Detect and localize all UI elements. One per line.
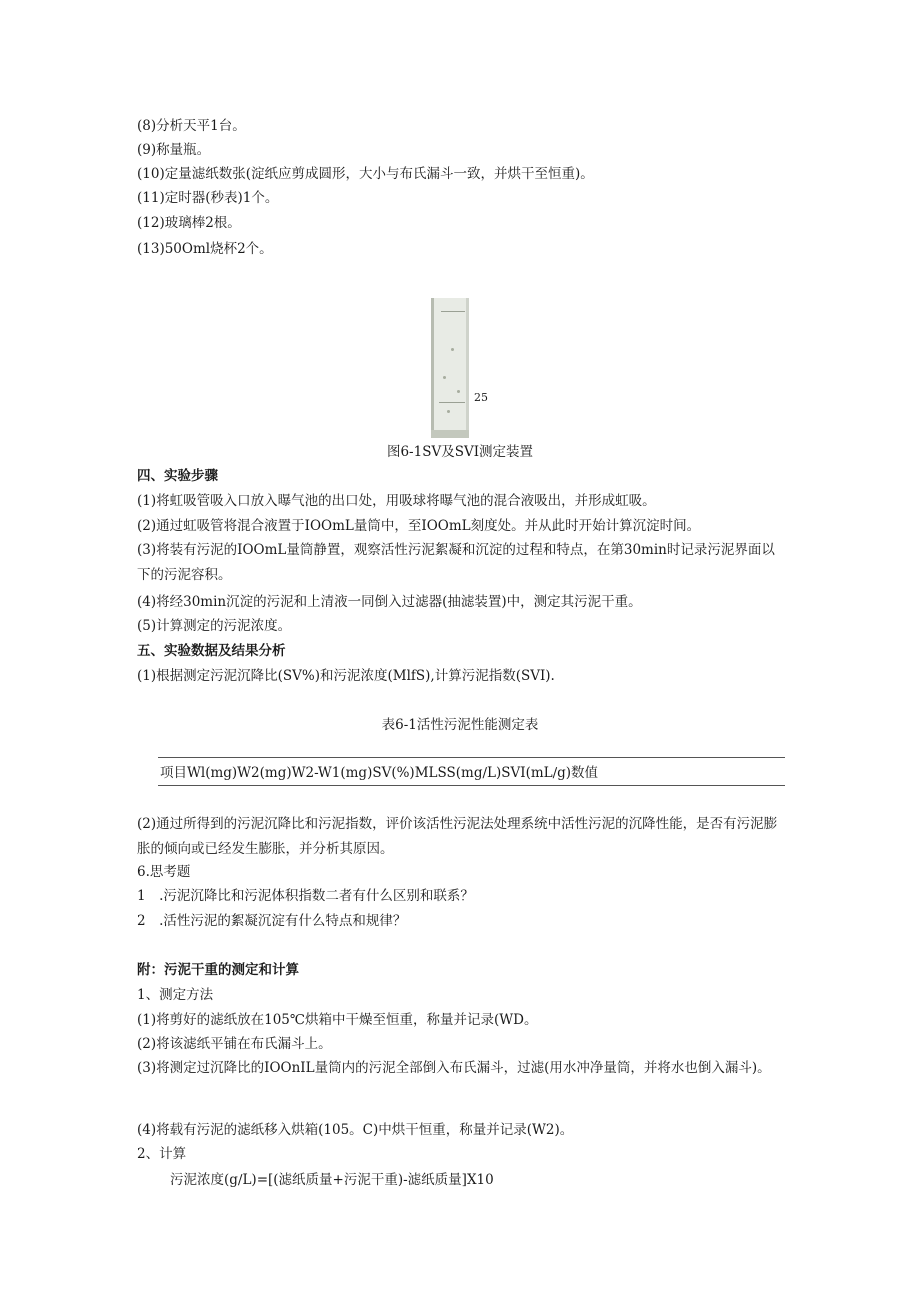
method-step-4: (4)将载有污泥的滤纸移入烘箱(105。C)中烘干恒重，称量并记录(W2)。 [137, 1122, 574, 1138]
figure-scale-label: 25 [474, 391, 488, 404]
material-item-13: (13)50Oml烧杯2个。 [137, 241, 273, 257]
material-item-11: (11)定时器(秒表)1个。 [137, 190, 279, 206]
analysis-item-2: (2)通过所得到的污泥沉降比和污泥指数，评价该活性污泥法处理系统中活性污泥的沉降性能，是否有污泥膨胀的倾向或已经发生膨胀，并分析其原因。 [137, 816, 778, 857]
concentration-formula: 污泥浓度(g∕L)=[(滤纸质量+污泥干重)-滤纸质量]X10 [170, 1172, 494, 1188]
table-header-row: 项目Wl(mg)W2(mg)W2-W1(mg)SV(%)MLSS(mg∕L)SVI(mL∕g)数值 [160, 765, 599, 781]
table-top-rule [158, 757, 785, 758]
step-2: (2)通过虹吸管将混合液置于IOOmL量筒中，至IOOmL刻度处。并从此时开始计算沉淀时间。 [137, 518, 701, 534]
calc-title: 2、计算 [137, 1146, 187, 1162]
section-title-questions: 6.思考题 [137, 864, 191, 880]
method-title: 1、测定方法 [137, 987, 214, 1003]
section-title-steps: 四、实验步骤 [137, 468, 218, 484]
method-step-3: (3)将测定过沉降比的IOOnIL量筒内的污泥全部倒入布氏漏斗，过滤(用水冲净量筒，并将水也倒入漏斗)。 [137, 1060, 771, 1076]
material-item-12: (12)玻璃棒2根。 [137, 215, 241, 231]
step-3: (3)将装有污泥的IOOmL量筒静置，观察活性污泥絮凝和沉淀的过程和特点，在第30min时记录污泥界面以下的污泥容积。 [137, 542, 775, 583]
table-caption: 表6-1活性污泥性能测定表 [381, 717, 539, 733]
question-1: 1 .污泥沉降比和污泥体积指数二者有什么区别和联系？ [137, 888, 474, 904]
question-2: 2 .活性污泥的絮凝沉淀有什么特点和规律？ [137, 913, 407, 929]
method-step-1: (1)将剪好的滤纸放在105℃烘箱中干燥至恒重，称量并记录(WD。 [137, 1012, 538, 1028]
material-item-9: (9)称量瓶。 [137, 142, 211, 158]
appendix-title: 附：污泥干重的测定和计算 [137, 962, 299, 978]
table-bottom-rule [158, 785, 785, 786]
step-5: (5)计算测定的污泥浓度。 [137, 618, 292, 634]
section-title-analysis: 五、实验数据及结果分析 [137, 643, 286, 659]
settling-cylinder-figure [431, 298, 469, 438]
figure-caption: 图6-1SV及SVI测定装置 [386, 444, 534, 460]
material-item-10: (10)定量滤纸数张(淀纸应剪成圆形，大小与布氏漏斗一致，并烘干至恒重)。 [137, 166, 594, 182]
step-4: (4)将经30min沉淀的污泥和上清液一同倒入过滤器(抽滤装置)中，测定其污泥干重。 [137, 594, 642, 610]
method-step-2: (2)将该滤纸平铺在布氏漏斗上。 [137, 1036, 332, 1052]
step-1: (1)将虹吸管吸入口放入曝气池的出口处，用吸球将曝气池的混合液吸出，并形成虹吸。 [137, 493, 656, 509]
analysis-item-1: (1)根据测定污泥沉降比(SV%)和污泥浓度(MlfS),计算污泥指数(SVI). [137, 668, 555, 684]
material-item-8: (8)分析天平1台。 [137, 118, 246, 134]
